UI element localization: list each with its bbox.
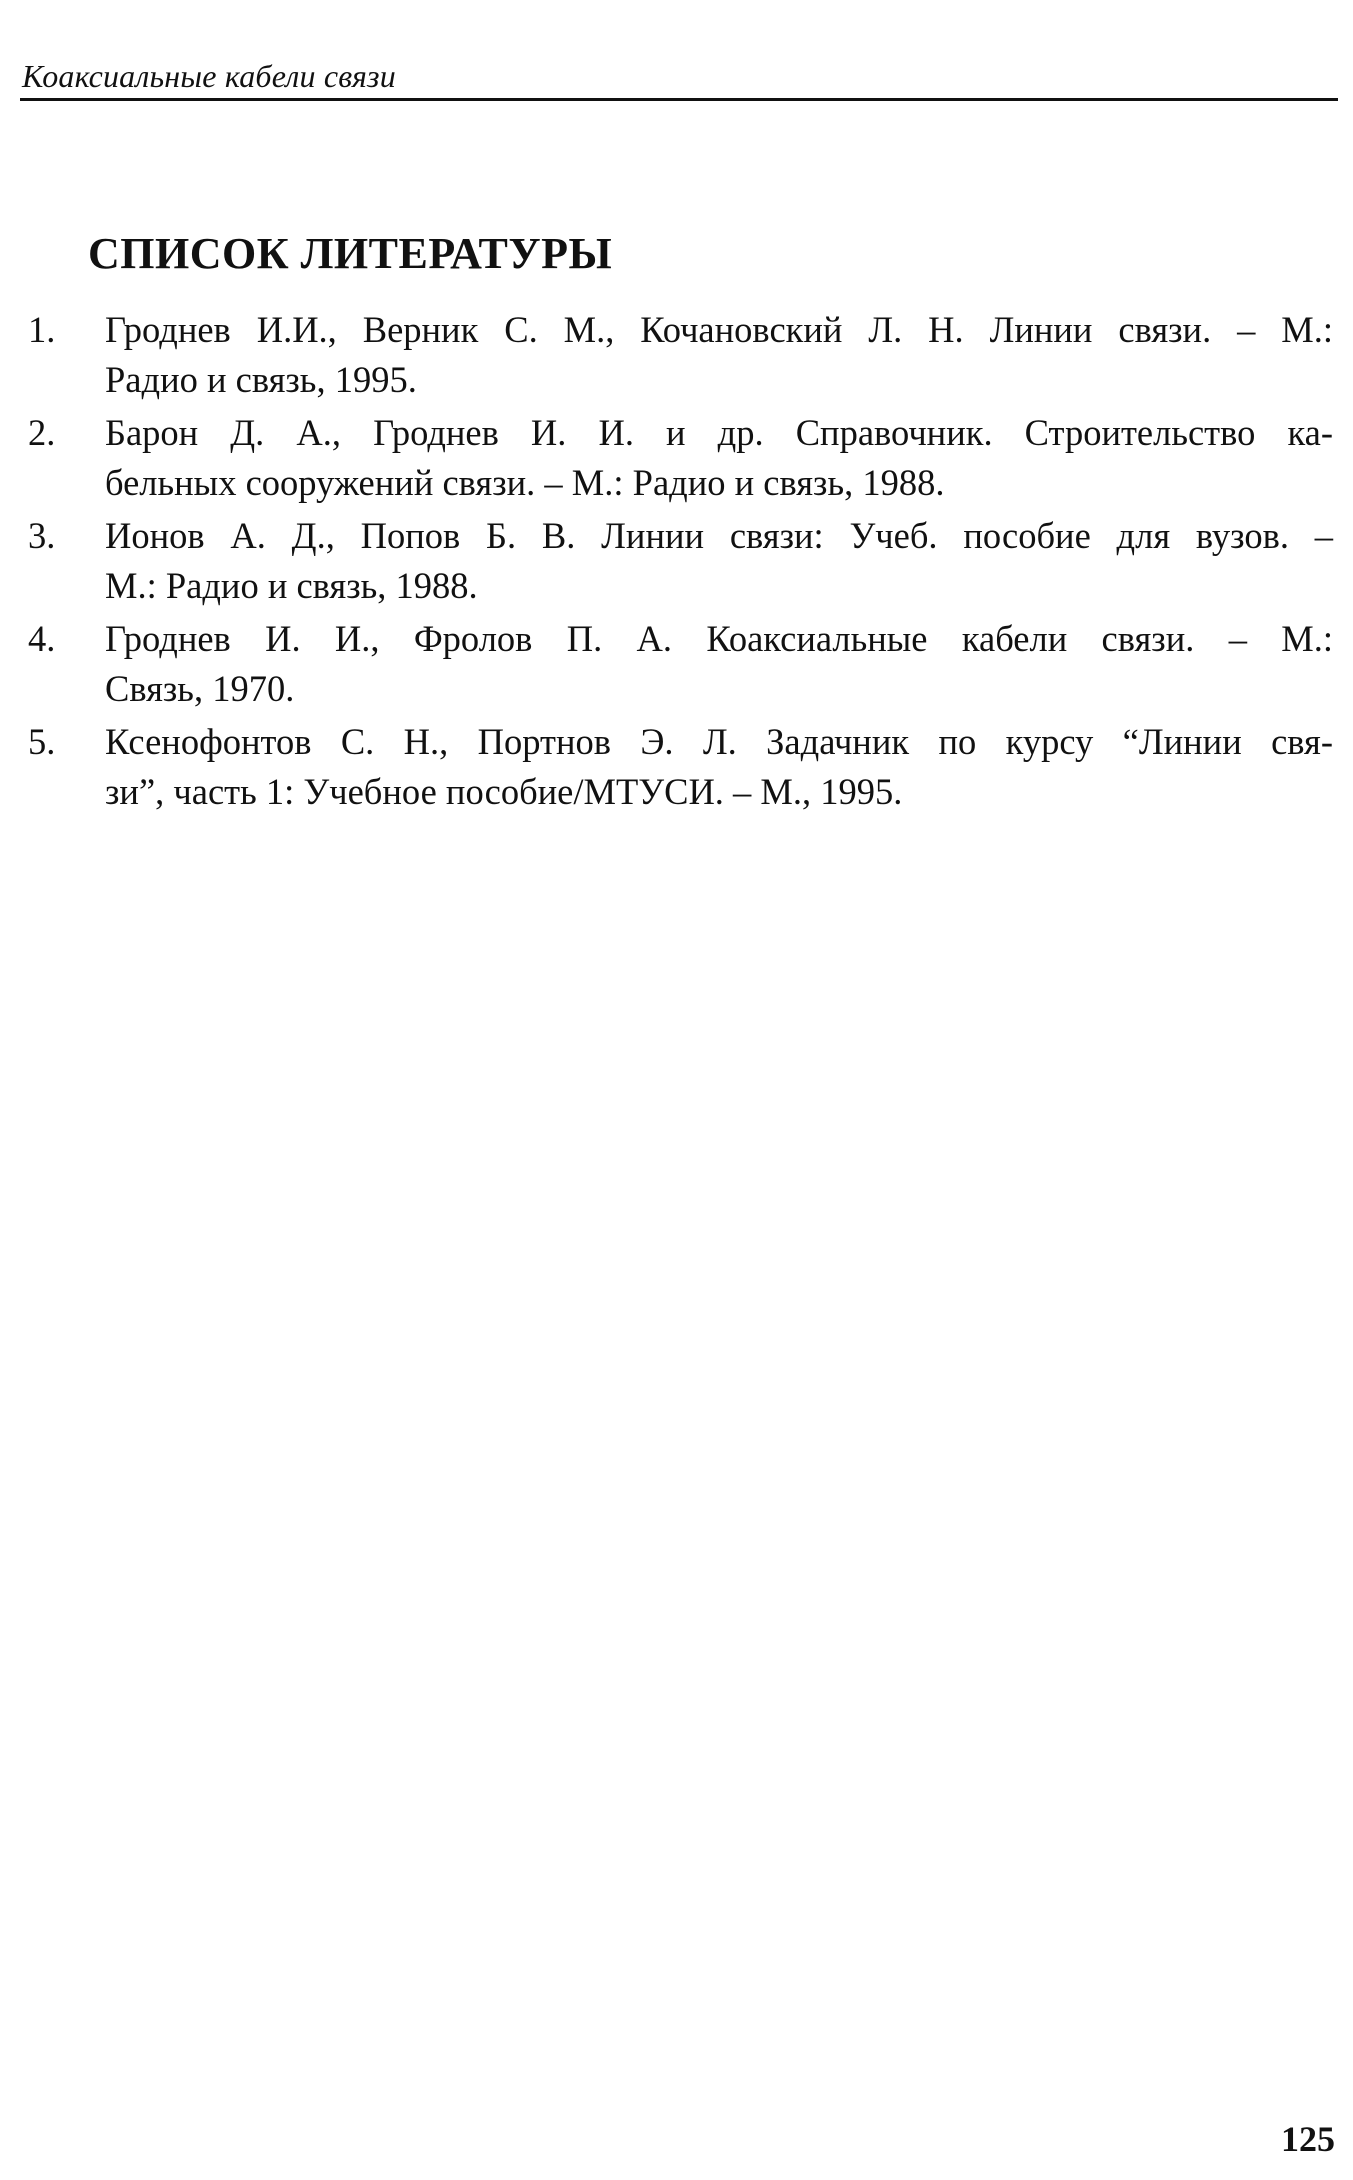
- reference-number: 4.: [28, 618, 56, 659]
- reference-line: М.: Радио и связь, 1988.: [105, 565, 478, 606]
- reference-line: Гроднев И. И., Фролов П. А. Коаксиальные кабели связи. – М.:: [105, 618, 1333, 659]
- reference-text: [105, 511, 1333, 611]
- reference-item: [28, 408, 1333, 508]
- reference-text: [105, 408, 1333, 508]
- reference-text: [105, 614, 1333, 714]
- reference-line: Радио и связь, 1995.: [105, 359, 417, 400]
- reference-number: 3.: [28, 515, 56, 556]
- reference-line: Ксенофонтов С. Н., Портнов Э. Л. Задачник по курсу “Линии свя-: [105, 721, 1333, 762]
- reference-item: [28, 717, 1333, 817]
- reference-line: Связь, 1970.: [105, 668, 295, 709]
- reference-line: бельных сооружений связи. – М.: Радио и связь, 1988.: [105, 462, 945, 503]
- reference-line: зи”, часть 1: Учебное пособие/МТУСИ. – М., 1995.: [105, 771, 903, 812]
- reference-list: [28, 305, 1333, 820]
- reference-item: [28, 511, 1333, 611]
- page-number: 125: [1281, 2119, 1335, 2159]
- reference-number: 5.: [28, 721, 56, 762]
- reference-line: Ионов А. Д., Попов Б. В. Линии связи: Учеб. пособие для вузов. –: [105, 515, 1333, 556]
- reference-number: 1.: [28, 309, 56, 350]
- reference-text: [105, 305, 1333, 405]
- reference-number: 2.: [28, 412, 56, 453]
- section-title: СПИСОК ЛИТЕРАТУРЫ: [88, 229, 613, 278]
- reference-text: [105, 717, 1333, 817]
- running-header: Коаксиальные кабели связи: [22, 58, 396, 94]
- reference-item: [28, 305, 1333, 405]
- header-rule: [20, 98, 1338, 101]
- reference-line: Гроднев И.И., Верник С. М., Кочановский Л. Н. Линии связи. – М.:: [105, 309, 1333, 350]
- reference-line: Барон Д. А., Гроднев И. И. и др. Справочник. Строительство ка-: [105, 412, 1333, 453]
- reference-item: [28, 614, 1333, 714]
